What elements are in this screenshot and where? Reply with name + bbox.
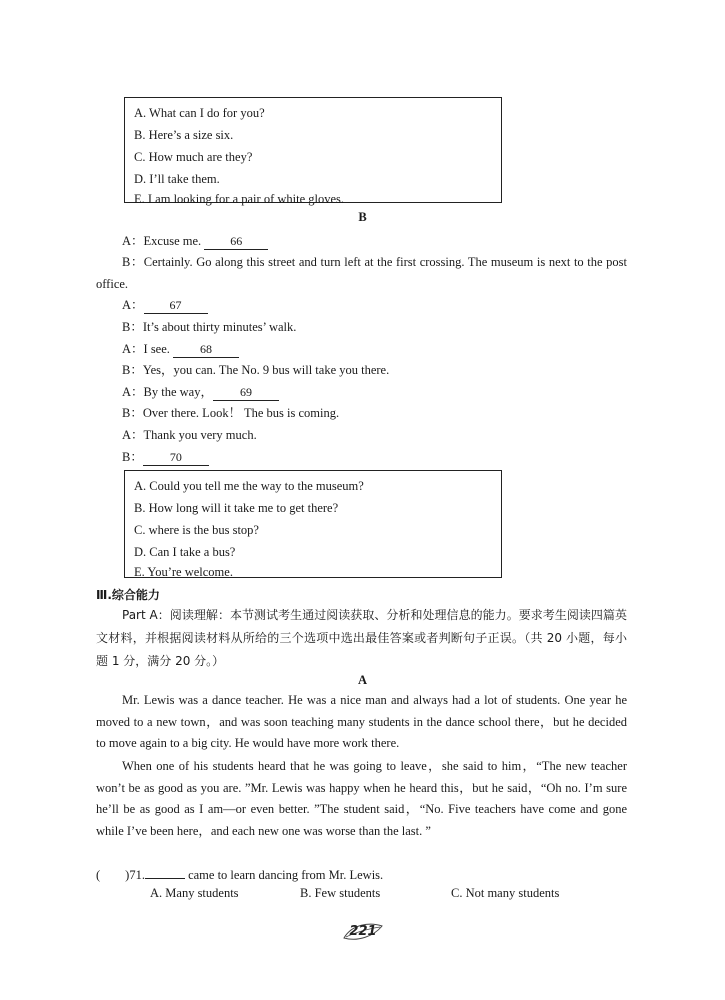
options-box-2 <box>124 470 502 578</box>
dialogue-line: A：By the way， 69 <box>122 381 279 403</box>
dialogue-line: B：Over there. Look！ The bus is coming. <box>122 406 340 420</box>
dialogue-line: A：Excuse me. 66 <box>122 230 268 252</box>
passage-paragraph-2: When one of his students heard that he was going to leave，she said to him，“The new teacher won’t be as good as you are. ”Mr. Lewis was happy when he heard this，but he said，“Oh no. I’m sure he’ll be as good as I am—or even better. ”The student said，“No. Five teachers have come and gone while I’ve been here，and each new one was worse than the last. ” <box>96 759 627 839</box>
passage-paragraph-1: Mr. Lewis was a dance teacher. He was a nice man and always had a lot of students. One year he moved to a new town，and was soon teaching many students in the dance school there，but he decided to move again to a big city. He would have more work there. <box>96 693 627 751</box>
option-line: B. Here’s a size six. <box>134 128 234 142</box>
option-c[interactable]: C. Not many students <box>451 886 560 900</box>
option-line: D. Can I take a bus? <box>134 545 236 559</box>
dialogue-line: B：It’s about thirty minutes’ walk. <box>122 320 297 334</box>
question-blank[interactable] <box>145 865 185 879</box>
section-title: Ⅲ.综合能力 <box>96 588 160 602</box>
dialogue-line: B： 70 <box>122 446 209 468</box>
blank-68[interactable]: 68 <box>173 341 239 358</box>
dialogue-b-heading: B <box>358 210 367 224</box>
option-line: C. where is the bus stop? <box>134 523 259 537</box>
question-stem: came to learn dancing from Mr. Lewis. <box>184 868 384 882</box>
section-intro: Part A：阅读理解：本节测试考生通过阅读获取、分析和处理信息的能力。要求考生阅读四篇英文材料，并根据阅读材料从所给的三个选项中选出最佳答案或者判断句子正误。（共 20 小题，每小题 1 分，满分 20 分。） <box>96 608 627 668</box>
dialogue-line: B：Certainly. Go along this street and turn left at the first crossing. The museum is next to the post office. <box>96 255 627 291</box>
question-number: 71. <box>129 868 145 882</box>
option-b[interactable]: B. Few students <box>300 886 381 900</box>
option-line: E. You’re welcome. <box>134 565 233 579</box>
passage-a-heading: A <box>357 673 368 687</box>
option-line: A. Could you tell me the way to the museum? <box>134 479 364 493</box>
blank-66[interactable]: 66 <box>204 233 268 250</box>
options-box-1 <box>124 97 502 206</box>
option-line: A. What can I do for you? <box>134 106 265 120</box>
answer-parentheses[interactable]: ( ) <box>96 868 130 882</box>
dialogue-line: A： 67 <box>122 294 208 316</box>
blank-69[interactable]: 69 <box>213 384 279 401</box>
blank-67[interactable]: 67 <box>144 297 208 314</box>
dialogue-line: B：Yes，you can. The No. 9 bus will take you there. <box>122 363 390 377</box>
option-line: B. How long will it take me to get there? <box>134 501 339 515</box>
question-71 <box>96 864 383 886</box>
option-line: E. I am looking for a pair of white gloves. <box>134 192 345 206</box>
dialogue-line: A：I see. 68 <box>122 338 239 360</box>
option-line: D. I’ll take them. <box>134 172 220 186</box>
page-number: 221 <box>340 920 386 944</box>
dialogue-line: A：Thank you very much. <box>122 428 257 442</box>
option-a[interactable]: A. Many students <box>150 886 239 900</box>
blank-70[interactable]: 70 <box>143 449 209 466</box>
option-line: C. How much are they? <box>134 150 253 164</box>
